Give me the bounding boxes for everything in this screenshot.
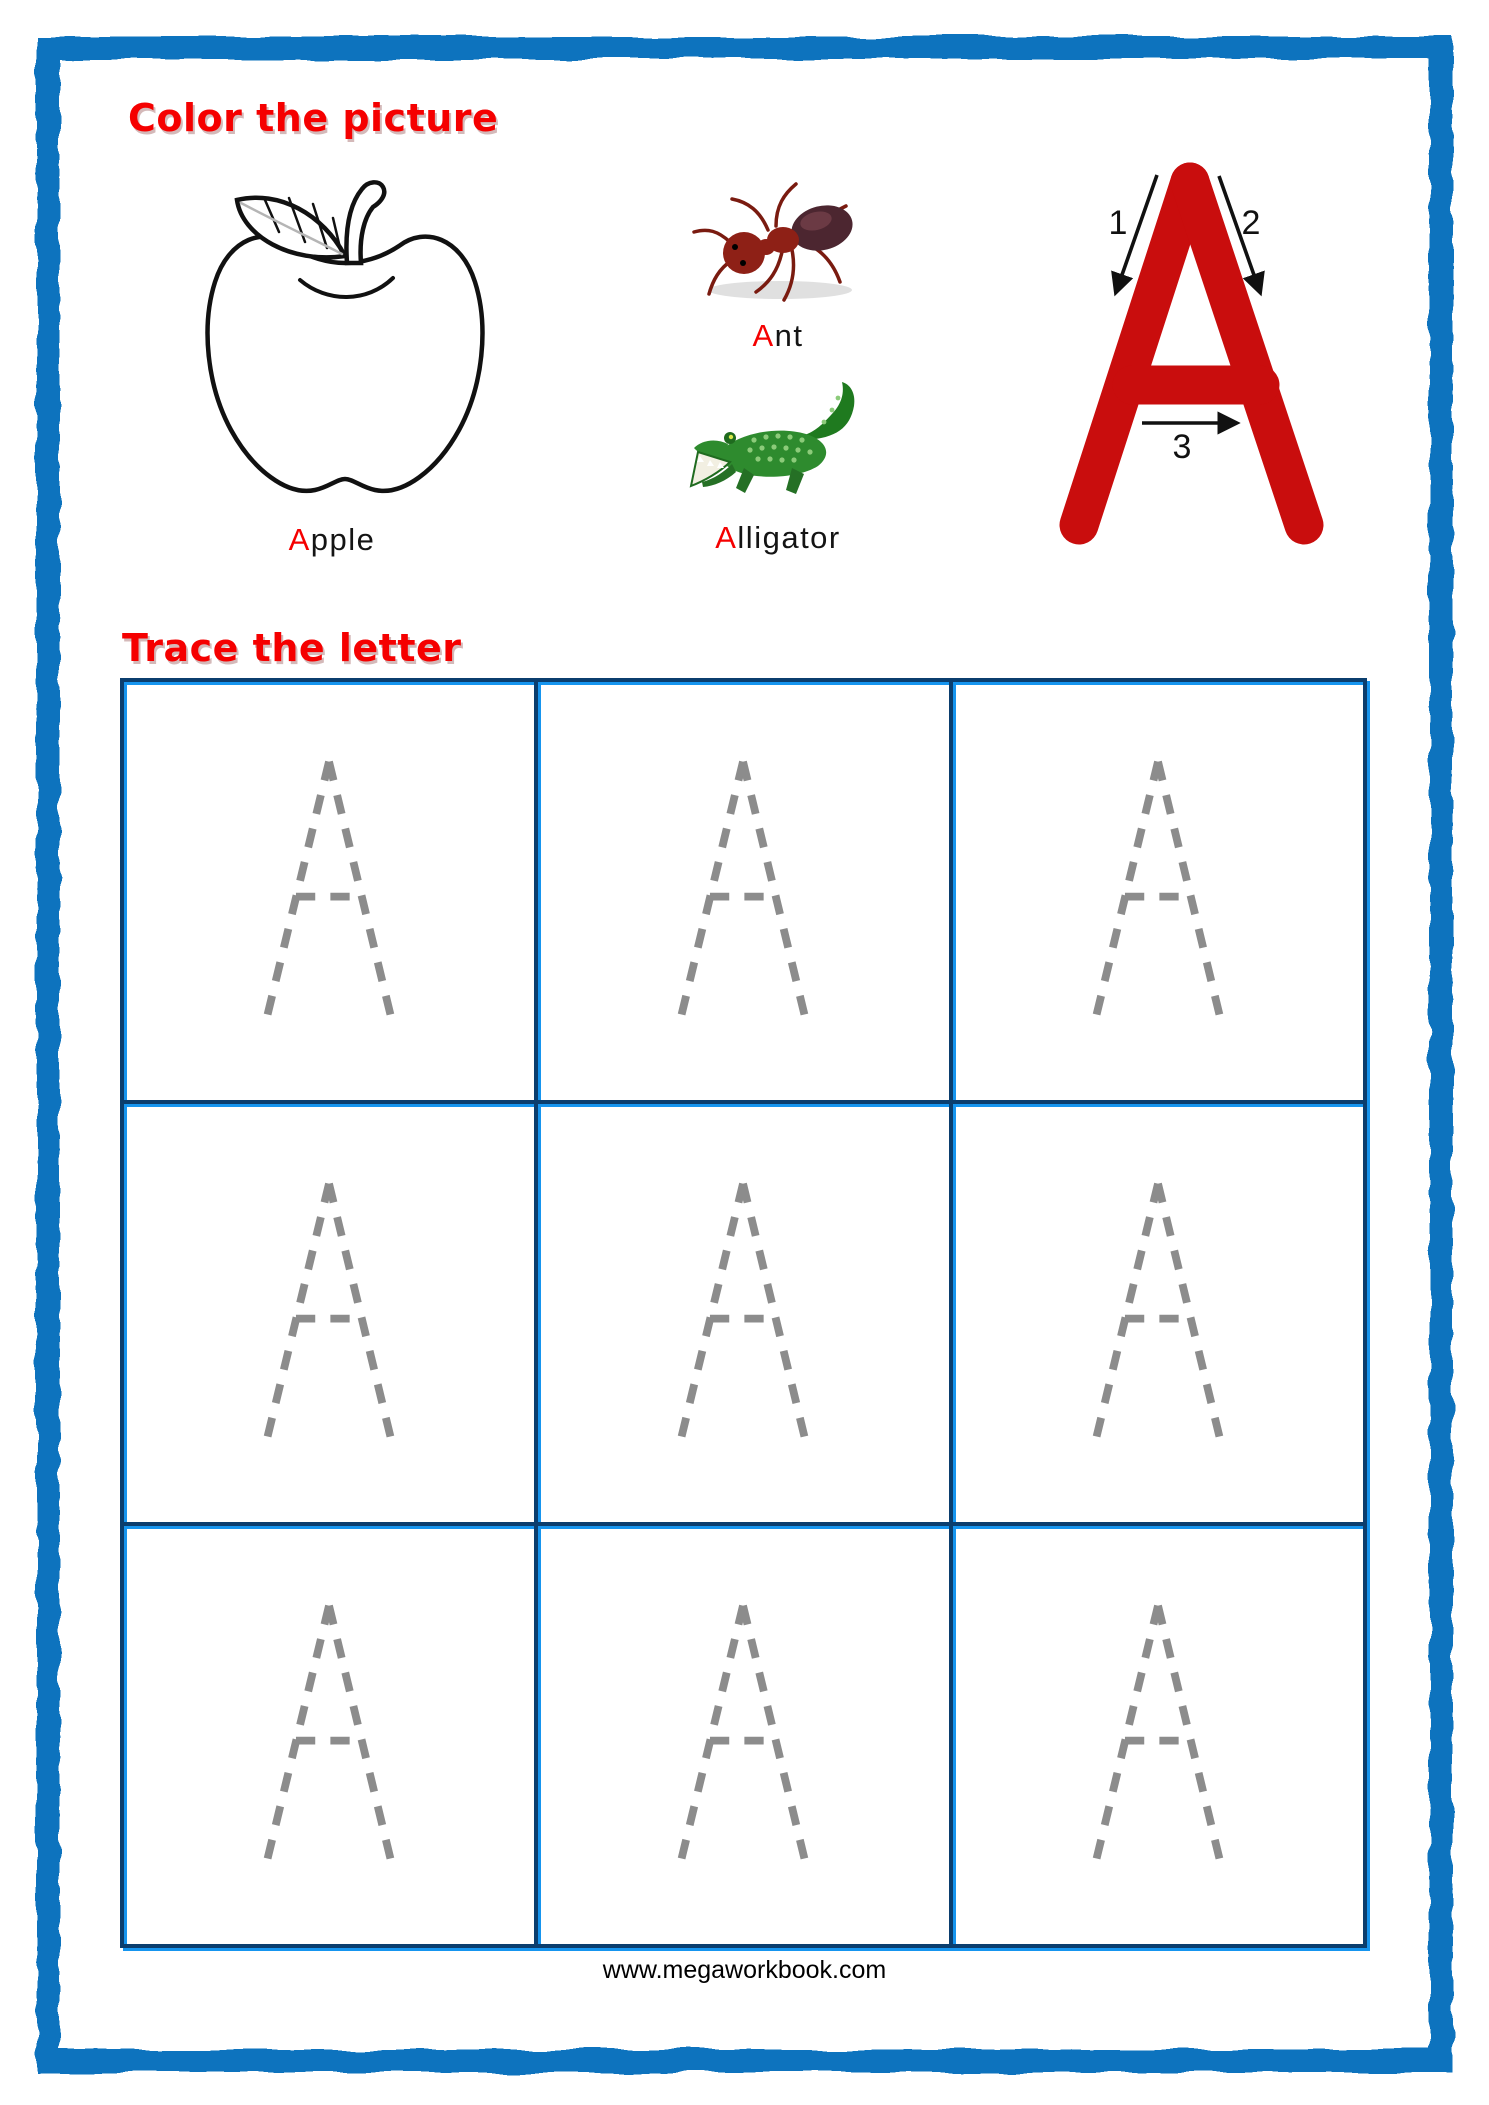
apple-image [195, 160, 495, 520]
stroke-number-3: 3 [1172, 428, 1192, 466]
trace-cell-8[interactable] [534, 1522, 948, 1944]
stroke-number-1: 1 [1108, 204, 1128, 242]
dashed-letter-a-icon [251, 746, 407, 1038]
apple-label-rest: pple [310, 522, 376, 557]
ant-label-rest: nt [774, 318, 804, 353]
dashed-letter-a-icon [665, 746, 821, 1038]
trace-cell-1[interactable] [120, 678, 534, 1100]
stroke-number-2: 2 [1241, 204, 1261, 242]
trace-cell-4[interactable] [120, 1100, 534, 1522]
ant-label-initial: A [752, 318, 775, 353]
dashed-letter-a-icon [251, 1168, 407, 1460]
trace-cell-5[interactable] [534, 1100, 948, 1522]
alligator-label-rest: lligator [737, 520, 841, 555]
trace-cell-7[interactable] [120, 1522, 534, 1944]
dashed-letter-a-icon [1080, 1168, 1236, 1460]
alligator-image [688, 360, 868, 510]
alligator-label [638, 520, 918, 556]
apple-label-initial: A [288, 522, 311, 557]
dashed-letter-a-icon [1080, 1590, 1236, 1882]
trace-cell-9[interactable] [949, 1522, 1363, 1944]
dashed-letter-a-icon [665, 1590, 821, 1882]
dashed-letter-a-icon [1080, 746, 1236, 1038]
dashed-letter-a-icon [665, 1168, 821, 1460]
trace-cell-3[interactable] [949, 678, 1363, 1100]
dashed-letter-a-icon [251, 1590, 407, 1882]
website-url: www.megaworkbook.com [602, 1956, 887, 1984]
trace-grid [120, 678, 1367, 1948]
trace-cell-6[interactable] [949, 1100, 1363, 1522]
trace-section-heading: Trace the letter [122, 626, 462, 670]
ant-image [688, 168, 868, 310]
color-section-heading: Color the picture [128, 96, 499, 140]
letter-a-stroke-guide [1052, 122, 1338, 558]
alligator-label-initial: A [715, 520, 738, 555]
trace-cell-2[interactable] [534, 678, 948, 1100]
apple-label [182, 522, 482, 558]
ant-label [688, 318, 868, 354]
